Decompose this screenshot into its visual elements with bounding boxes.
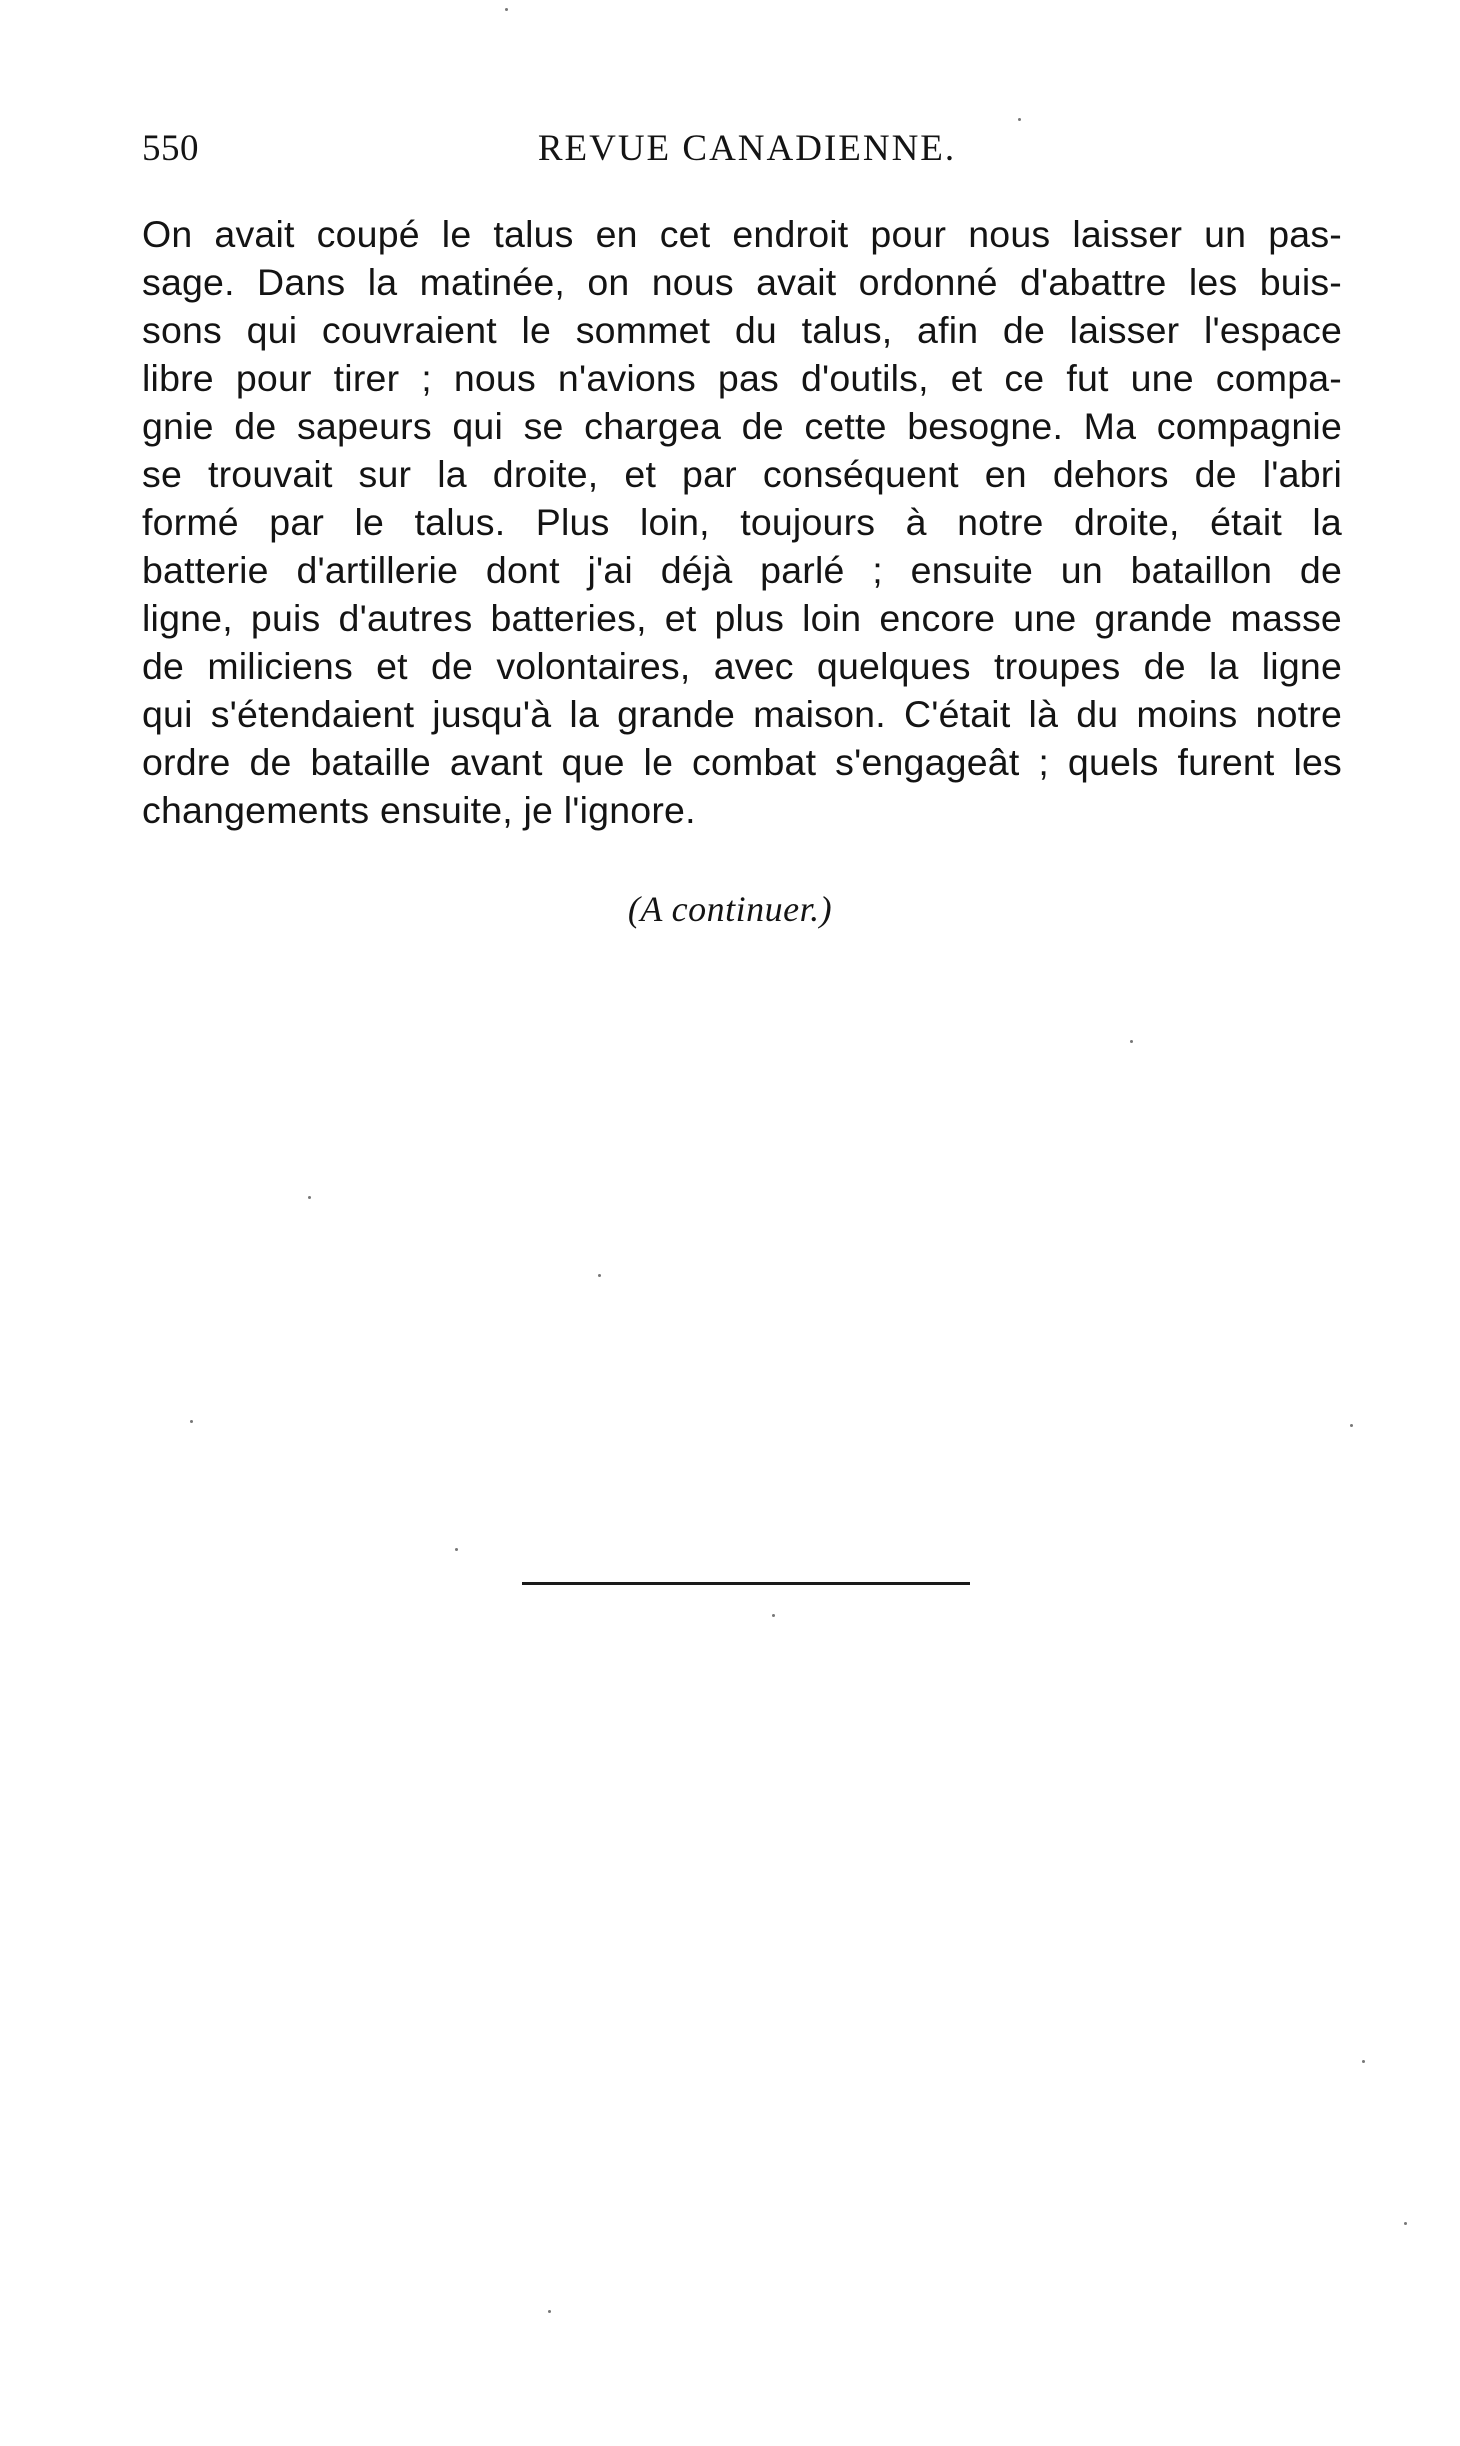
end-rule xyxy=(522,1582,970,1585)
running-head xyxy=(142,124,1352,174)
text-line: On avait coupé le talus en cet endroit pour nous laisser un pas- xyxy=(142,213,1342,255)
text-line: formé par le talus. Plus loin, toujours à notre droite, était la xyxy=(142,501,1342,543)
scan-speck xyxy=(1404,2222,1407,2225)
scan-speck xyxy=(598,1274,601,1277)
continuation-note: (A continuer.) xyxy=(627,889,833,929)
text-line: sons qui couvraient le sommet du talus, afin de laisser l'espace xyxy=(142,309,1342,351)
scan-speck xyxy=(455,1548,458,1551)
scan-speck xyxy=(1350,1424,1353,1427)
text-line: sage. Dans la matinée, on nous avait ordonné d'abattre les buis- xyxy=(142,261,1342,303)
scan-speck xyxy=(1018,118,1021,121)
text-line: qui s'étendaient jusqu'à la grande maison. C'était là du moins notre xyxy=(142,693,1342,735)
text-line: de miliciens et de volontaires, avec quelques troupes de la ligne xyxy=(142,645,1342,687)
text-line: ordre de bataille avant que le combat s'engageât ; quels furent les xyxy=(142,741,1342,783)
body-paragraph xyxy=(142,210,1342,834)
text-line: gnie de sapeurs qui se chargea de cette besogne. Ma compagnie xyxy=(142,405,1342,447)
scan-speck xyxy=(190,1420,193,1423)
scan-speck xyxy=(1362,2060,1365,2063)
scan-speck xyxy=(308,1196,311,1199)
journal-title: REVUE CANADIENNE. xyxy=(537,128,957,169)
text-line: changements ensuite, je l'ignore. xyxy=(142,789,696,831)
scan-speck xyxy=(505,8,508,11)
text-line: ligne, puis d'autres batteries, et plus loin encore une grande masse xyxy=(142,597,1342,639)
page-number: 550 xyxy=(142,128,199,169)
scan-speck xyxy=(1130,1040,1133,1043)
text-line: se trouvait sur la droite, et par conséquent en dehors de l'abri xyxy=(142,453,1342,495)
scan-speck xyxy=(772,1614,775,1617)
text-line: libre pour tirer ; nous n'avions pas d'outils, et ce fut une compa- xyxy=(142,357,1342,399)
scan-speck xyxy=(548,2310,551,2313)
text-line: batterie d'artillerie dont j'ai déjà parlé ; ensuite un bataillon de xyxy=(142,549,1342,591)
